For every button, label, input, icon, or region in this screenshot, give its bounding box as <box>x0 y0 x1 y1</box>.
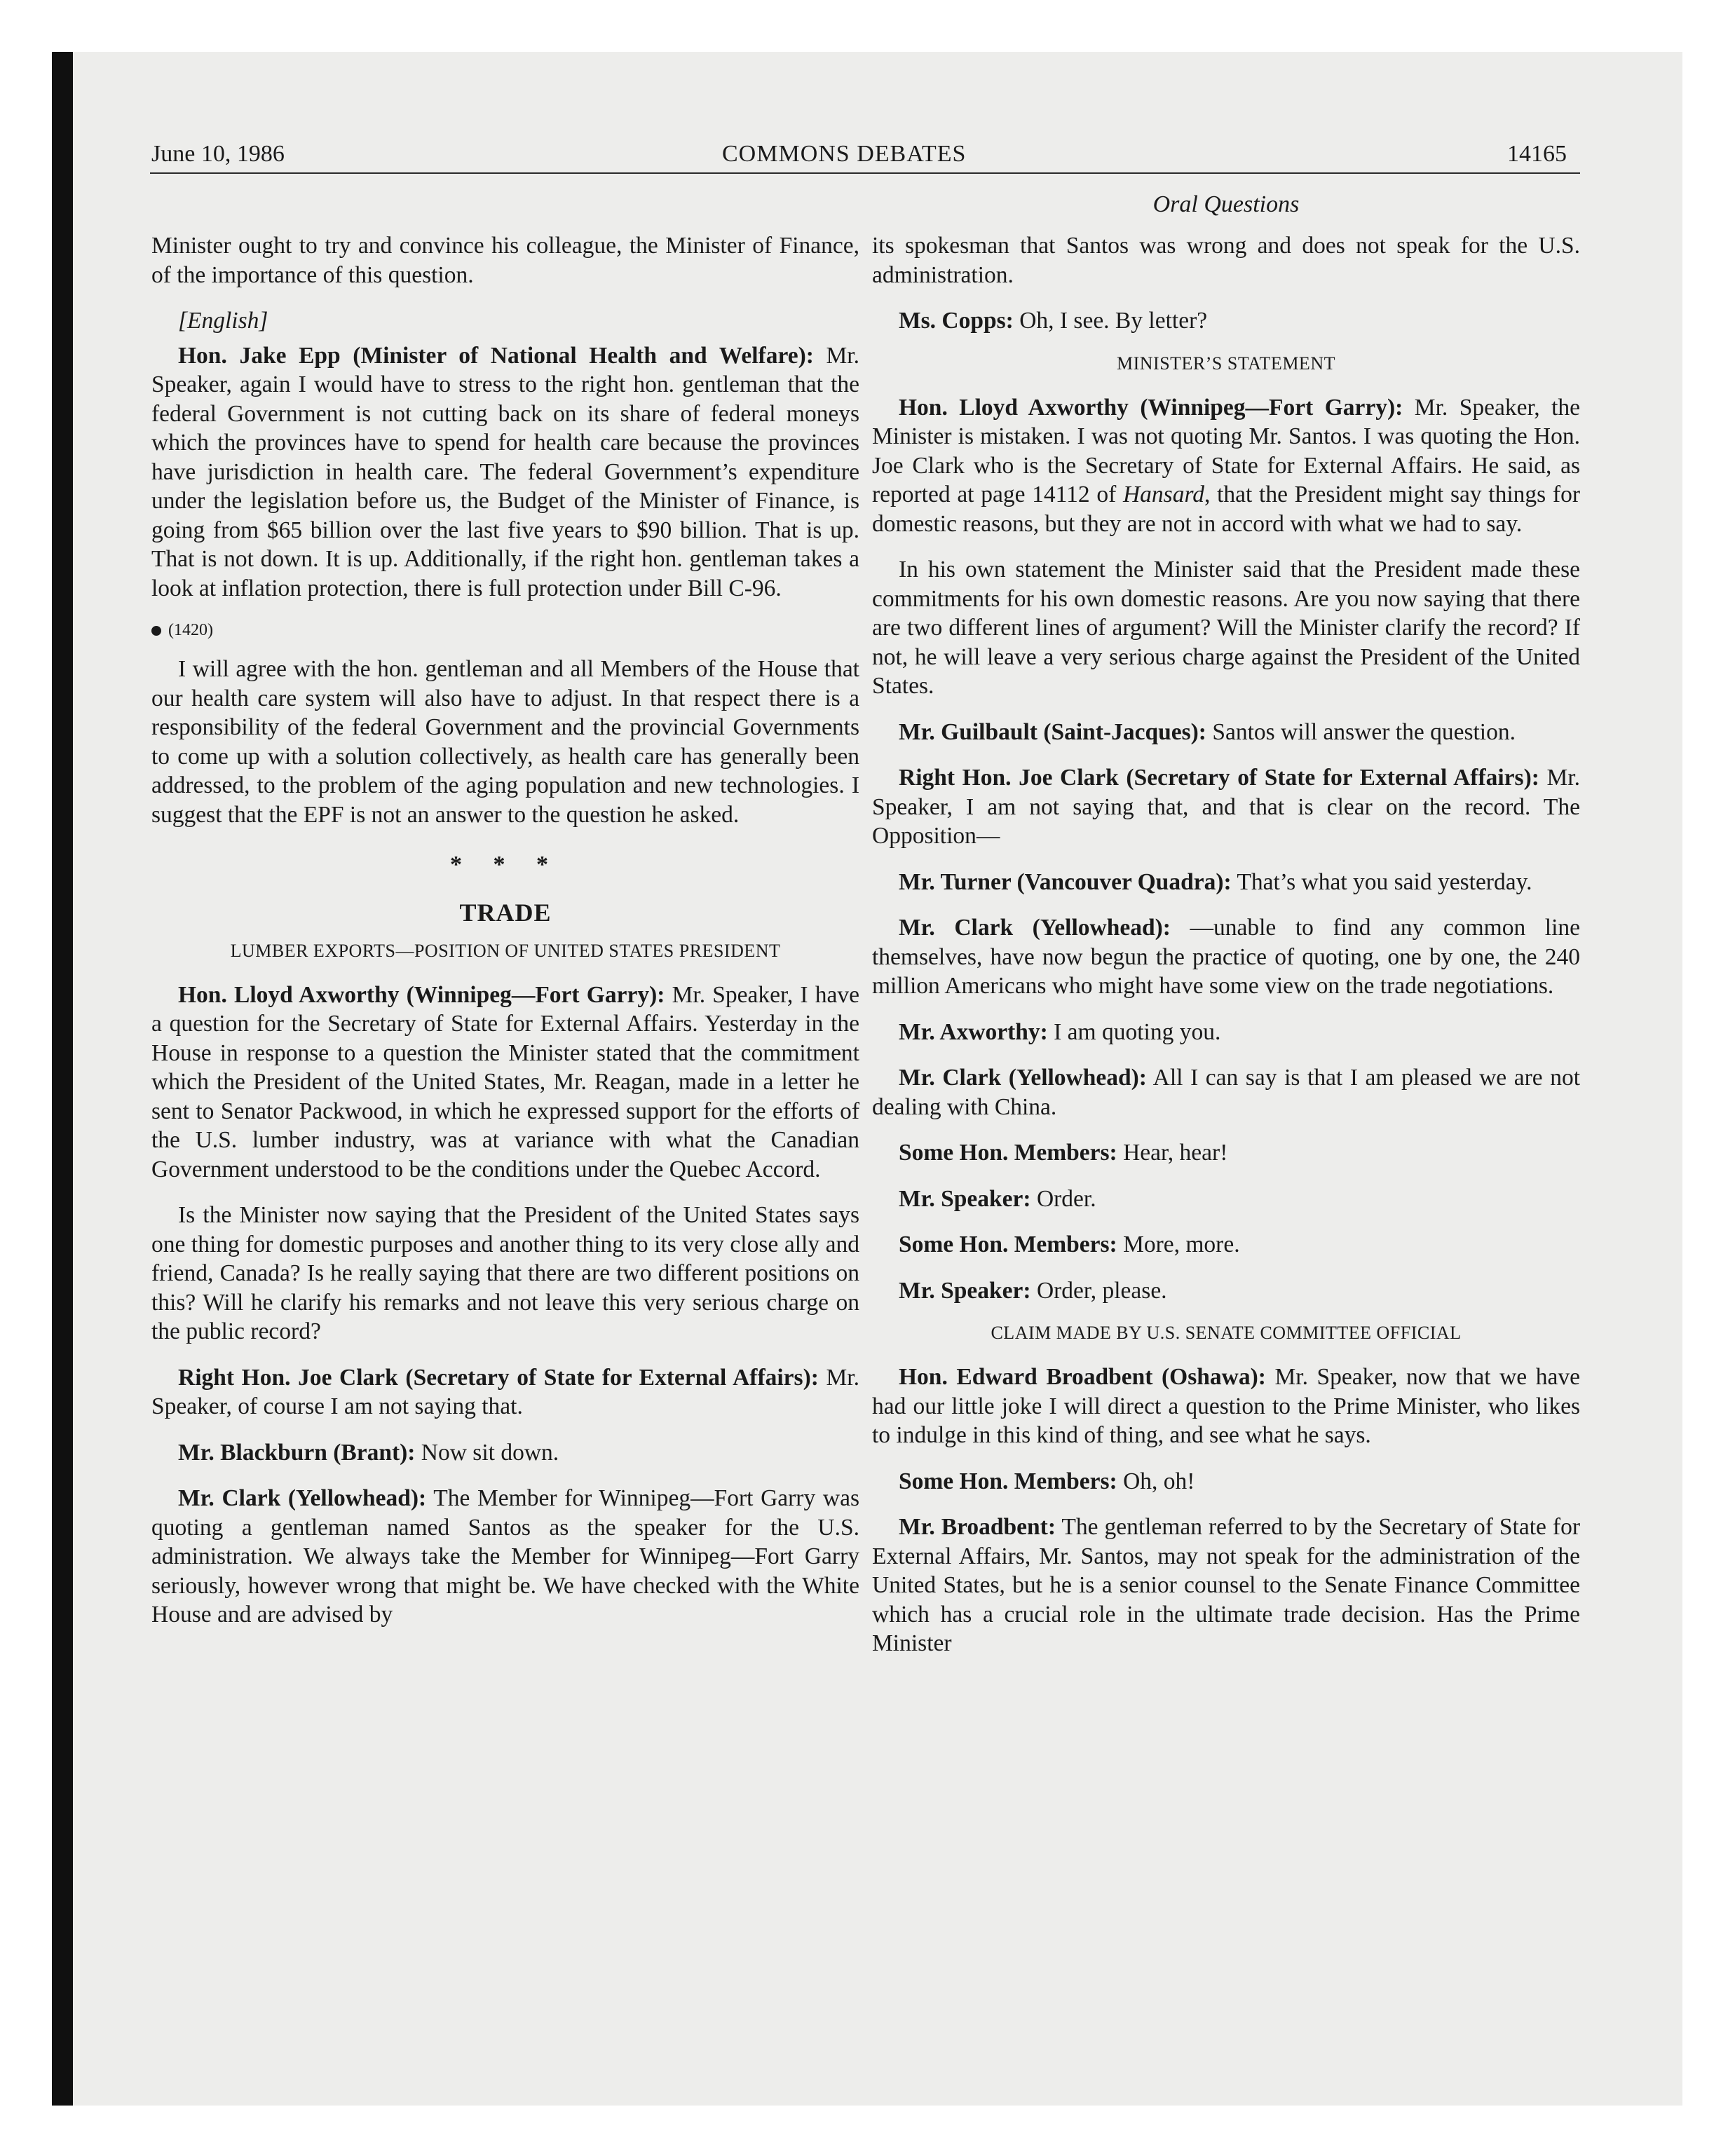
timestamp-text: (1420) <box>168 621 213 639</box>
header-page-number: 14165 <box>1507 141 1567 167</box>
section-separator: * * * <box>450 852 561 878</box>
speaker-name: Some Hon. Members: <box>899 1140 1117 1166</box>
speech-text: Mr. Speaker, of course I am not saying that. <box>151 1364 859 1419</box>
speech <box>872 1276 1580 1306</box>
paragraph: Minister ought to try and convince his colleague, the Minister of Finance, of the importance of this question. <box>151 233 859 288</box>
speech <box>872 306 1580 336</box>
speech-text: Santos will answer the question. <box>1206 718 1516 745</box>
speech-text: Hear, hear! <box>1117 1140 1228 1166</box>
speech-text: Mr. Speaker, the Minister is mistaken. I was not quoting Mr. Santos. I was quoting the Hon. Joe Clark who is the Secretary of State for External Affairs. He said, as reported at page 14112 of <box>872 394 1580 507</box>
header-date: June 10, 1986 <box>151 141 285 167</box>
speech <box>872 1363 1580 1450</box>
speaker-name: Mr. Broadbent: <box>899 1514 1056 1540</box>
speech <box>872 1467 1580 1496</box>
speech-text: More, more. <box>1117 1231 1240 1257</box>
speaker-name: Mr. Turner (Vancouver Quadra): <box>899 868 1232 895</box>
speech-text: Order. <box>1030 1185 1096 1212</box>
speaker-name: Mr. Speaker: <box>899 1277 1031 1304</box>
speech <box>872 1018 1580 1047</box>
speech-text: Mr. Speaker, I am not saying that, and that is clear on the record. The Opposition— <box>872 765 1580 849</box>
binding-edge <box>52 52 73 2106</box>
speaker-name: Some Hon. Members: <box>899 1468 1117 1494</box>
speech <box>872 393 1580 539</box>
topic-rubric: MINISTER’S STATEMENT <box>1117 353 1335 374</box>
right-column <box>872 231 1580 1675</box>
speech-text: Oh, oh! <box>1117 1468 1195 1494</box>
language-marker: [English] <box>178 308 268 334</box>
topic-rubric: LUMBER EXPORTS—POSITION OF UNITED STATES PRESIDENT <box>230 940 781 961</box>
speech <box>151 341 859 603</box>
speech <box>872 718 1580 747</box>
speech <box>872 1513 1580 1658</box>
speaker-name: Right Hon. Joe Clark (Secretary of State for External Affairs): <box>899 765 1539 791</box>
speech-text: Mr. Speaker, again I would have to stress to the right hon. gentleman that the federal Government is not cutting back on its share of federal moneys which the provinces have to spend for health care because the provinces have jurisdiction in health care. The federal Government’s expenditure under the legislation before us, the Budget of the Minister of Finance, is going from $65 billion over the last five years to $90 billion. That is up. That is not down. It is up. Additionally, if the right hon. gentleman takes a look at inflation protection, there is full protection under Bill C-96. <box>151 342 859 601</box>
speaker-name: Hon. Lloyd Axworthy (Winnipeg—Fort Garry): <box>899 394 1403 421</box>
paragraph: its spokesman that Santos was wrong and does not speak for the U.S. administration. <box>872 233 1580 288</box>
header-rule <box>150 172 1580 174</box>
speech <box>872 1185 1580 1214</box>
paragraph: I will agree with the hon. gentleman and all Members of the House that our health care system will also have to adjust. In that respect there is a responsibility of the federal Government and the provincial Governments to come up with a solution collectively, as health care has generally been addressed, to the problem of the aging population and new technologies. I suggest that the EPF is not an answer to the question he asked. <box>151 656 859 828</box>
speech-text: I am quoting you. <box>1047 1018 1221 1045</box>
speaker-name: Right Hon. Joe Clark (Secretary of State for External Affairs): <box>178 1364 819 1391</box>
speaker-name: Mr. Clark (Yellowhead): <box>899 915 1171 941</box>
speaker-name: Mr. Axworthy: <box>899 1018 1048 1045</box>
speaker-name: Mr. Speaker: <box>899 1185 1031 1212</box>
speech <box>872 913 1580 1001</box>
speech <box>872 763 1580 851</box>
speech <box>151 1484 859 1630</box>
speech-text: Mr. Speaker, now that we have had our little joke I will direct a question to the Prime Minister, who likes to indulge in this kind of thing, and see what he says. <box>872 1364 1580 1448</box>
speaker-name: Hon. Jake Epp (Minister of National Health and Welfare): <box>178 342 814 369</box>
speech <box>151 981 859 1185</box>
speech-text: Now sit down. <box>415 1439 559 1466</box>
speech <box>872 868 1580 897</box>
speaker-name: Mr. Guilbault (Saint-Jacques): <box>899 718 1206 745</box>
speech-text: Oh, I see. By letter? <box>1013 308 1208 334</box>
header-title: COMMONS DEBATES <box>722 141 967 167</box>
speech-text: That’s what you said yesterday. <box>1231 868 1532 895</box>
speaker-name: Mr. Clark (Yellowhead): <box>899 1065 1147 1091</box>
speech <box>872 1230 1580 1260</box>
publication-title: Hansard <box>1122 482 1205 507</box>
speech <box>872 1063 1580 1121</box>
speech-text: The gentleman referred to by the Secretary of State for External Affairs, Mr. Santos, may not speak for the administration of the United States, but he is a senior counsel to the Senate Finance Committee which has a crucial role in the ultimate trade decision. Has the Prime Minister <box>872 1514 1580 1656</box>
speech-text: The Member for Winnipeg—Fort Garry was quoting a gentleman named Santos as the speaker for the U.S. administration. We always take the Member for Winnipeg—Fort Garry seriously, however wrong that might be. We have checked with the White House and are advised by <box>151 1485 859 1628</box>
topic-rubric: CLAIM MADE BY U.S. SENATE COMMITTEE OFFICIAL <box>991 1323 1462 1343</box>
speaker-name: Hon. Edward Broadbent (Oshawa): <box>899 1364 1266 1390</box>
left-column <box>151 231 859 1646</box>
speaker-name: Hon. Lloyd Axworthy (Winnipeg—Fort Garry): <box>178 981 665 1008</box>
speech-text: , that the President might say things for domestic reasons, but they are not in accord with what we had to say. <box>872 482 1580 537</box>
speech <box>872 1138 1580 1168</box>
timestamp <box>151 620 859 641</box>
speaker-name: Ms. Copps: <box>899 308 1014 334</box>
speaker-name: Some Hon. Members: <box>899 1231 1117 1257</box>
speech-text: Mr. Speaker, I have a question for the Secretary of State for External Affairs. Yesterday in the House in response to a question the Minister stated that the commitment which the President of the United States, Mr. Reagan, made in a letter he sent to Senator Packwood, in which he expressed support for the efforts of the U.S. lumber industry, was at variance with what the Canadian Government understood to be the conditions under the Quebec Accord. <box>151 981 860 1182</box>
speech <box>151 1363 859 1421</box>
speaker-name: Mr. Clark (Yellowhead): <box>178 1485 427 1511</box>
speech <box>151 1438 859 1468</box>
section-subhead: Oral Questions <box>1152 191 1300 217</box>
speech-text: —unable to find any common line themselves, have now begun the practice of quoting, one by one, the 240 million Americans who might have some view on the trade negotiations. <box>872 915 1580 999</box>
bullet-icon <box>151 626 161 636</box>
speech-text: All I can say is that I am pleased we are not dealing with China. <box>872 1065 1580 1120</box>
section-heading: TRADE <box>459 898 552 927</box>
speaker-name: Mr. Blackburn (Brant): <box>178 1439 416 1466</box>
paragraph: In his own statement the Minister said that the President made these commitments for his own domestic reasons. Are you now saying that there are two different lines of argument? Will the Minister clarify the record? If not, he will leave a very serious charge against the President of the United States. <box>872 557 1580 699</box>
speech-text: Order, please. <box>1030 1277 1167 1304</box>
paragraph: Is the Minister now saying that the President of the United States says one thing for domestic purposes and another thing to its very close ally and friend, Canada? Is he really saying that there are two different positions on this? Will he clarify his remarks and not leave this very serious charge on the public record? <box>151 1202 859 1344</box>
